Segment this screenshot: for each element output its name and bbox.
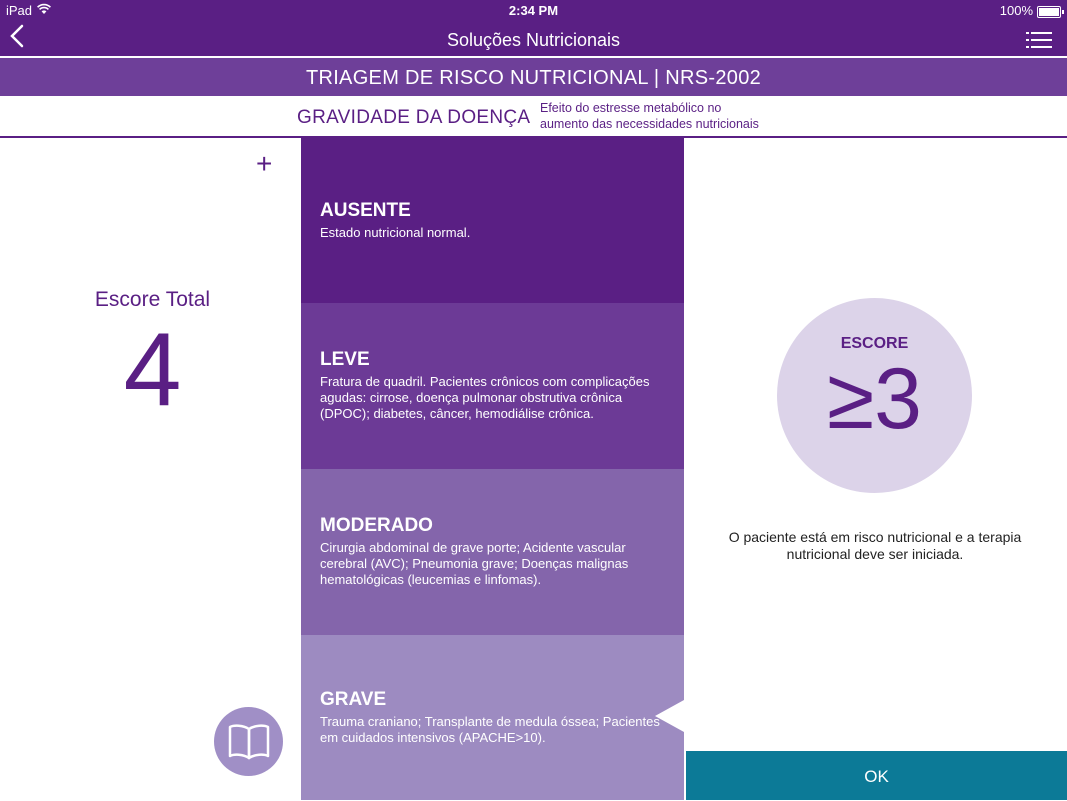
severity-level-moderado[interactable]: [301, 469, 684, 635]
battery-percentage: 100%: [999, 3, 1033, 18]
screen-header: [0, 58, 1067, 96]
total-score-label: Escore Total: [94, 288, 211, 311]
score-threshold-label: ESCORE: [840, 335, 909, 352]
section-header: [0, 96, 1067, 138]
navigation-bar: [0, 22, 1067, 57]
carrier-label: iPad: [6, 3, 33, 18]
ok-button[interactable]: OK: [686, 751, 1067, 800]
total-score-value: 4: [123, 312, 182, 428]
score-threshold-value: ≥3: [826, 351, 923, 447]
severity-level-name: AUSENTE: [320, 200, 411, 221]
section-description-line: aumento das necessidades nutricionais: [540, 117, 759, 131]
severity-level-description: Trauma craniano; Transplante de medula óssea; Pacientes em cuidados intensivos (APACHE>10).: [320, 714, 660, 745]
book-icon: [228, 723, 270, 761]
score-threshold-badge: [777, 298, 972, 493]
reference-book-button[interactable]: [214, 707, 283, 776]
severity-level-description: Estado nutricional normal.: [320, 225, 471, 240]
severity-level-leve[interactable]: [301, 303, 684, 469]
severity-level-name: LEVE: [320, 349, 370, 370]
clock: 2:34 PM: [508, 3, 559, 18]
severity-level-description: Fratura de quadril. Pacientes crônicos com complicações agudas: cirrose, doença pulmonar obstrutiva crônica (DPOC); diabetes, câncer, hemodiálise crônica.: [320, 374, 650, 421]
section-title: GRAVIDADE DA DOENÇA: [297, 107, 531, 128]
severity-level-ausente[interactable]: [301, 138, 684, 303]
severity-level-name: MODERADO: [320, 515, 433, 536]
list-menu-icon: [1026, 31, 1052, 49]
plus-icon[interactable]: +: [256, 148, 273, 179]
severity-level-description: Cirurgia abdominal de grave porte; Acidente vascular cerebral (AVC); Pneumonia grave; Doenças malignas hematológicas (leucemias e linfomas).: [320, 540, 629, 587]
selection-pointer: [655, 700, 684, 732]
screen-title: TRIAGEM DE RISCO NUTRICIONAL | NRS-2002: [305, 67, 762, 89]
status-bar: [0, 0, 1067, 22]
severity-level-grave[interactable]: [301, 635, 684, 800]
menu-button[interactable]: [1026, 31, 1052, 49]
section-description-line: Efeito do estresse metabólico no: [540, 101, 722, 115]
section-description: [540, 100, 759, 132]
app-title: Soluções Nutricionais: [446, 30, 621, 50]
result-message: O paciente está em risco nutricional e a terapia nutricional deve ser iniciada.: [728, 529, 1022, 562]
severity-level-name: GRAVE: [320, 689, 387, 710]
battery-icon: [1037, 6, 1061, 18]
